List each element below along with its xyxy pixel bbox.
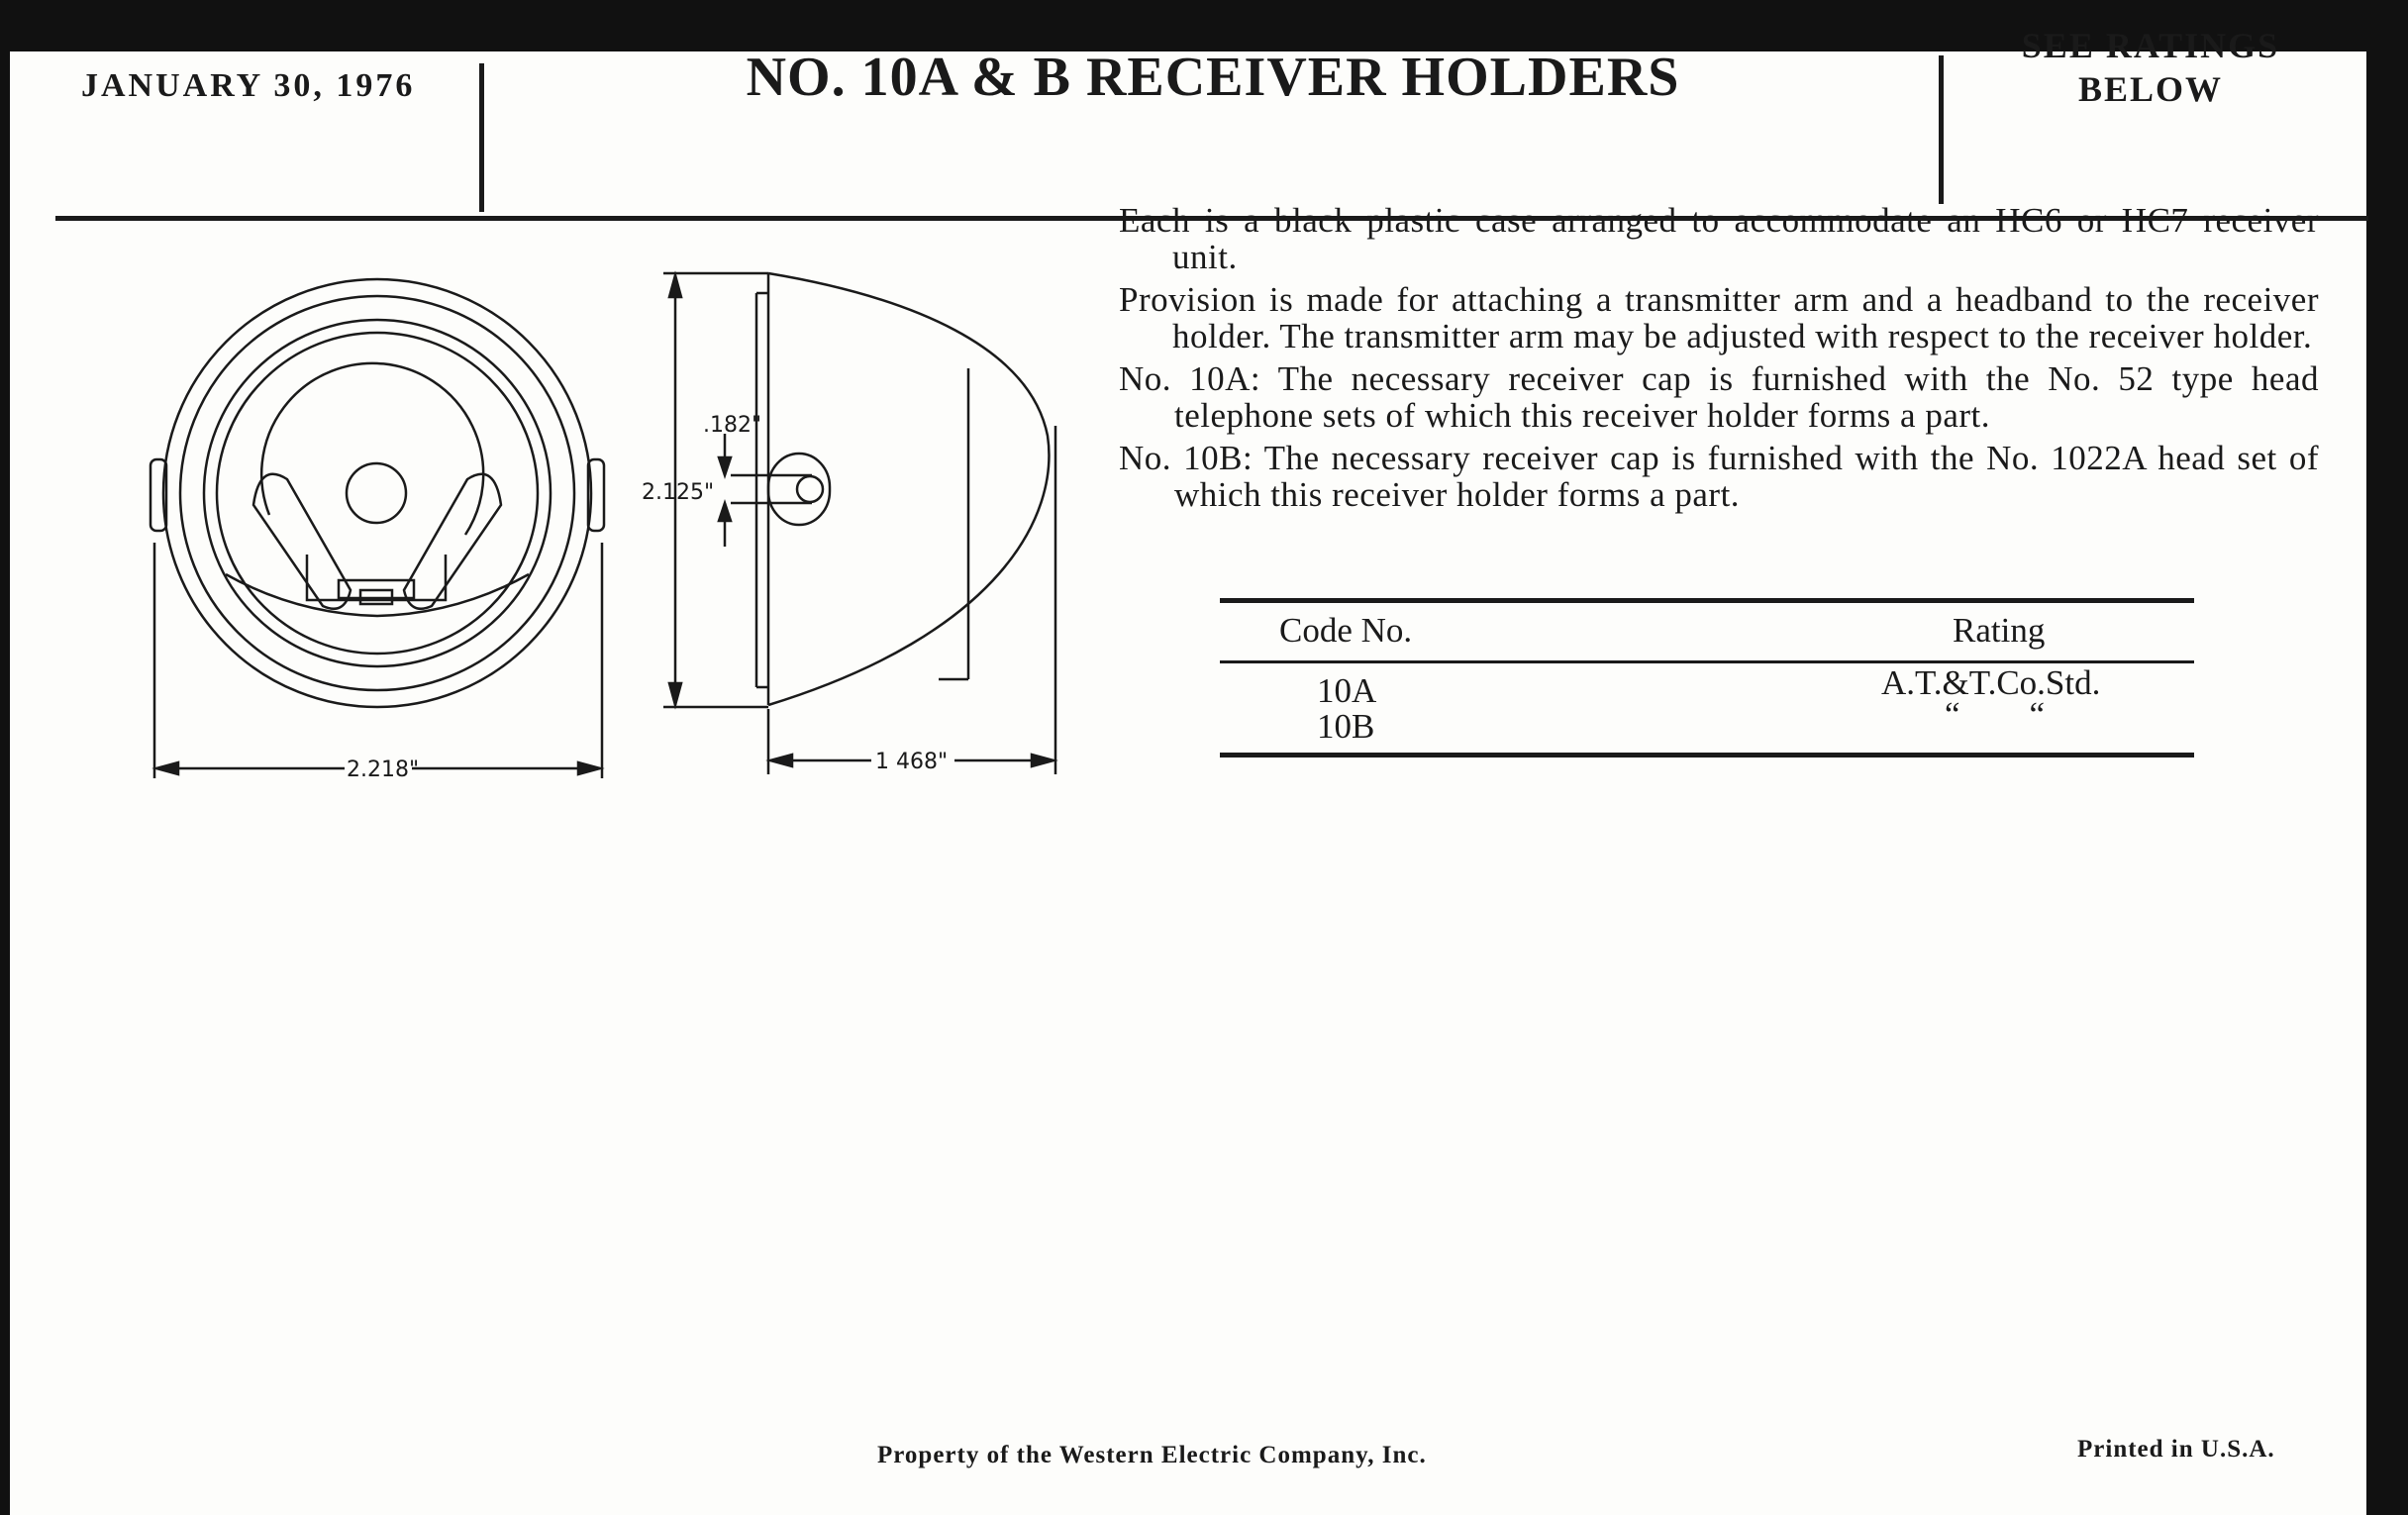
ratings-table <box>1220 598 2194 758</box>
depth-dimension-label: 1 468" <box>875 750 949 774</box>
description-note-10a: No. 10A: The necessary receiver cap is furnished with the No. 52 type head telephone sets of which this receiver holder forms a part. <box>1119 359 2319 435</box>
table-body <box>1220 663 2194 758</box>
height-dimension-label: 2.125" <box>642 480 715 505</box>
depth-dimension <box>768 426 1055 774</box>
table-cell-code: 10B <box>1317 707 1375 746</box>
slot-dimension-label: .182" <box>703 413 762 438</box>
ratings-note-line2: BELOW <box>2077 69 2224 109</box>
width-dimension <box>154 543 602 778</box>
footer-property: Property of the Western Electric Company, Inc. <box>877 1442 1427 1468</box>
ratings-note-line1: SEE RATINGS <box>2021 26 2280 65</box>
table-cell-rating: “ “ <box>1945 695 2046 734</box>
description-paragraph: Each is a black plastic case arranged to accommodate an HC6 or HC7 receiver unit. <box>1119 201 2319 276</box>
column-header-rating: Rating <box>1953 611 2046 650</box>
footer-printed: Printed in U.S.A. <box>2077 1436 2275 1463</box>
description-block <box>1119 202 2319 519</box>
document-title: NO. 10A & B RECEIVER HOLDERS <box>746 47 1680 108</box>
column-header-code: Code No. <box>1279 611 1413 650</box>
table-cell-code: 10A <box>1317 671 1377 710</box>
document-date: JANUARY 30, 1976 <box>81 67 416 104</box>
side-view-diagram <box>731 273 1049 705</box>
table-header-row <box>1220 598 2194 663</box>
description-paragraph: Provision is made for attaching a transmitter arm and a headband to the receiver holder. The transmitter arm may be adjusted with respect to the receiver holder. <box>1119 280 2319 355</box>
slot-dimension <box>719 434 731 547</box>
table-cell-rating: A.T.&T.Co.Std. <box>1881 663 2101 702</box>
width-dimension-label: 2.218" <box>347 758 420 782</box>
front-view-diagram <box>150 279 604 707</box>
description-note-10b: No. 10B: The necessary receiver cap is furnished with the No. 1022A head set of which this receiver holder forms a part. <box>1119 439 2319 514</box>
